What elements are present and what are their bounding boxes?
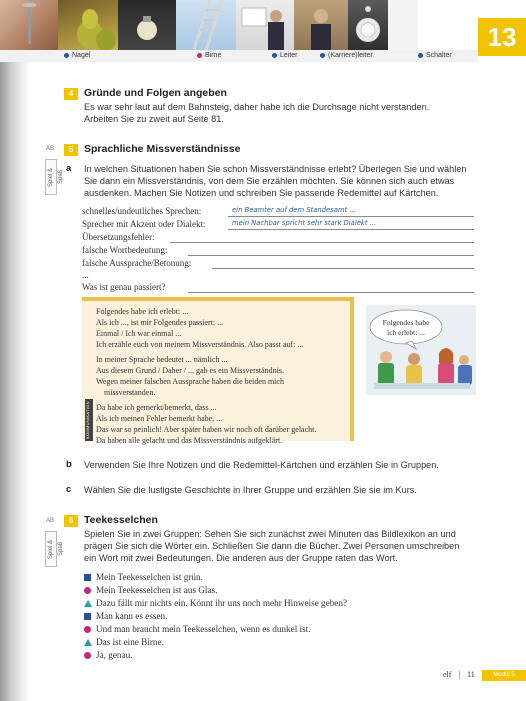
person-icon — [294, 0, 348, 50]
task-5b-letter: b — [66, 459, 72, 470]
magenta-circle-icon — [84, 587, 91, 594]
redemittel-line: Als ich ..., ist mir Folgendes passiert: ... — [96, 318, 224, 327]
switch-photo — [348, 0, 388, 50]
task-5c-letter: c — [66, 484, 72, 495]
field-label: falsche Wortbedeutung: — [82, 245, 168, 255]
kommunikation-label: KOMMUNIKATION — [85, 399, 93, 441]
ladder-photo — [176, 0, 236, 50]
dialog-line: Mein Teekesselchen ist aus Glas. — [86, 585, 217, 595]
bubble-line-2: ich erlebt: ... — [387, 328, 425, 337]
redemittel-line: Da haben alle gelacht und das Missverständnis aufgeklärt. — [96, 436, 283, 445]
field-label: ... — [82, 270, 89, 280]
handwritten-note: mein Nachbar spricht sehr stark Dialekt ... — [232, 219, 377, 227]
modul-tag: Modul 5 — [482, 670, 526, 681]
ladder-icon — [176, 0, 236, 50]
note-field-what-happened[interactable] — [82, 282, 474, 293]
task-5a-line-3: ausdenken. Machen Sie Notizen und schreiben Sie passende Redemittel auf Kärtchen. — [84, 188, 439, 198]
task-5-title: Sprachliche Missverständnisse — [84, 143, 241, 155]
redemittel-line: Aus diesem Grund / Daher / ... gab es ein Missverständnis. — [96, 366, 284, 375]
task-5a-letter: a — [66, 163, 72, 174]
career-ladder-photo — [236, 0, 294, 50]
pear-photo — [58, 0, 118, 50]
nail-icon — [0, 0, 58, 50]
task-6-number: 6 — [64, 515, 78, 527]
pear-icon — [58, 0, 118, 50]
write-line — [170, 242, 474, 243]
page-number: 11 — [467, 670, 475, 679]
note-field-translation[interactable] — [82, 232, 474, 243]
dialog-line: Man kann es essen. — [86, 611, 167, 621]
bulb-photo — [118, 0, 176, 50]
teal-triangle-icon — [84, 600, 92, 607]
spiel-spass-tab-5: Spiel & Spaß — [45, 159, 57, 195]
note-field-accent[interactable] — [82, 219, 474, 230]
ab-tag-5: AB — [46, 146, 55, 152]
caption-karriereleiter: (Kar​riere)leiter — [320, 52, 373, 59]
dialog-line: Und man braucht mein Teekesselchen, wenn es dunkel ist. — [86, 624, 311, 634]
redemittel-box — [82, 297, 354, 445]
redemittel-line: Als ich meinen Fehler bemerkt habe, ... — [96, 414, 223, 423]
task-5a-line-2: Sie dann ein Missverständnis, von dem Sie erzählen möchten. Sie können sich auch etwas — [84, 176, 455, 186]
write-line — [188, 255, 474, 256]
redemittel-line: Folgendes habe ich erlebt: ... — [96, 307, 189, 316]
blue-square-icon — [84, 574, 91, 581]
bubble-line-1: Folgendes habe — [382, 318, 430, 327]
picture-dictionary-strip — [0, 0, 478, 50]
field-label: schnelles/undeutliches Sprechen: — [82, 206, 202, 216]
note-field-word-meaning[interactable] — [82, 245, 474, 256]
write-line — [228, 216, 474, 217]
redemittel-line: Wegen meiner falschen Aussprache haben die beiden mich — [96, 377, 284, 386]
note-field-fast-speech[interactable] — [82, 206, 474, 217]
nail-photo — [0, 0, 58, 50]
caption-birne: Birne — [197, 52, 221, 59]
blue-dot-icon — [272, 53, 277, 58]
dialog-line: Ja, genau. — [86, 650, 132, 660]
note-field-other — [82, 270, 474, 281]
book-spine-shadow — [0, 0, 30, 701]
caption-leiter: Leiter — [272, 52, 298, 59]
page-separator: | — [459, 670, 461, 679]
dialog-line: Mein Teekesselchen ist grün. — [86, 572, 203, 582]
field-label: Was ist genau passiert? — [82, 282, 166, 292]
redemittel-line: missverstanden. — [104, 388, 156, 397]
redemittel-line: Das war so peinlich! Aber später haben wir noch oft darüber gelacht. — [96, 425, 317, 434]
task-6-line-1: Spielen Sie in zwei Gruppen: Sehen Sie sich zunächst zwei Minuten das Bildlexikon an und — [84, 529, 456, 539]
write-line — [228, 229, 474, 230]
task-5a-line-1: In welchen Situationen haben Sie schon Missverständnisse erlebt? Überlegen Sie und wählen — [84, 164, 467, 174]
page-word: elf — [443, 670, 452, 679]
note-field-pronunciation[interactable] — [82, 258, 474, 269]
people-talking-illustration — [366, 305, 476, 395]
businessman-icon — [236, 0, 294, 50]
task-5b-text: Verwenden Sie Ihre Notizen und die Redemittel-Kärtchen und erzählen Sie in Gruppen. — [84, 460, 439, 470]
blue-dot-icon — [64, 53, 69, 58]
light-bulb-icon — [118, 0, 176, 50]
magenta-dot-icon — [197, 53, 202, 58]
redemittel-line: Einmal / Ich war einmal ... — [96, 329, 182, 338]
handwritten-note: ein Beamter auf dem Standesamt ... — [232, 206, 356, 214]
task-6-line-2: prägen Sie sich die Wörter ein. Schließen Sie dann die Bücher. Zwei Personen umschreiben — [84, 541, 460, 551]
redemittel-line: In meiner Sprache bedeutet ... nämlich ... — [96, 355, 228, 364]
spiel-spass-tab-6: Spiel & Spaß — [45, 531, 57, 567]
businessman-photo — [294, 0, 348, 50]
blue-square-icon — [84, 613, 91, 620]
task-4-line-1: Es war sehr laut auf dem Bahnsteig, daher habe ich die Durchsage nicht verstanden. — [84, 102, 430, 112]
dialog-line: Das ist eine Birne. — [86, 637, 164, 647]
blue-dot-icon — [418, 53, 423, 58]
caption-schalter: Schalter — [418, 52, 452, 59]
write-line — [188, 292, 474, 293]
blue-dot-icon — [320, 53, 325, 58]
switch-icon — [348, 0, 388, 50]
task-4-number: 4 — [64, 88, 78, 100]
chapter-tab-top — [478, 0, 526, 18]
field-label: Sprecher mit Akzent oder Dialekt: — [82, 219, 206, 229]
task-4-title: Gründe und Folgen angeben — [84, 87, 227, 99]
redemittel-line: Da habe ich gemerkt/bemerkt, dass ... — [96, 403, 217, 412]
magenta-circle-icon — [84, 626, 91, 633]
photo-filler — [388, 0, 418, 50]
write-line — [212, 268, 474, 269]
task-5-number: 5 — [64, 144, 78, 156]
field-label: falsche Aussprache/Betonung: — [82, 258, 192, 268]
task-5c-text: Wählen Sie die lustigste Geschichte in Ihrer Gruppe und erzählen Sie sie im Kurs. — [84, 485, 417, 495]
task-6-title: Teekesselchen — [84, 514, 158, 526]
field-label: Übersetzungsfehler: — [82, 232, 155, 242]
chapter-number: 13 — [478, 18, 526, 56]
dialog-line: Dazu fällt mir nichts ein. Könnt ihr uns noch mehr Hinweise geben? — [86, 598, 347, 608]
task-6-line-3: ein Wort mit zwei Bedeutungen. Die anderen aus der Gruppe raten das Wort. — [84, 553, 398, 563]
magenta-circle-icon — [84, 652, 91, 659]
teal-triangle-icon — [84, 639, 92, 646]
caption-nagel: Nagel — [64, 52, 90, 59]
ab-tag-6: AB — [46, 518, 55, 524]
task-4-line-2: Arbeiten Sie zu zweit auf Seite 81. — [84, 114, 224, 124]
redemittel-line: Ich erzähle euch von meinem Missverständnis. Also passt auf: ... — [96, 340, 304, 349]
